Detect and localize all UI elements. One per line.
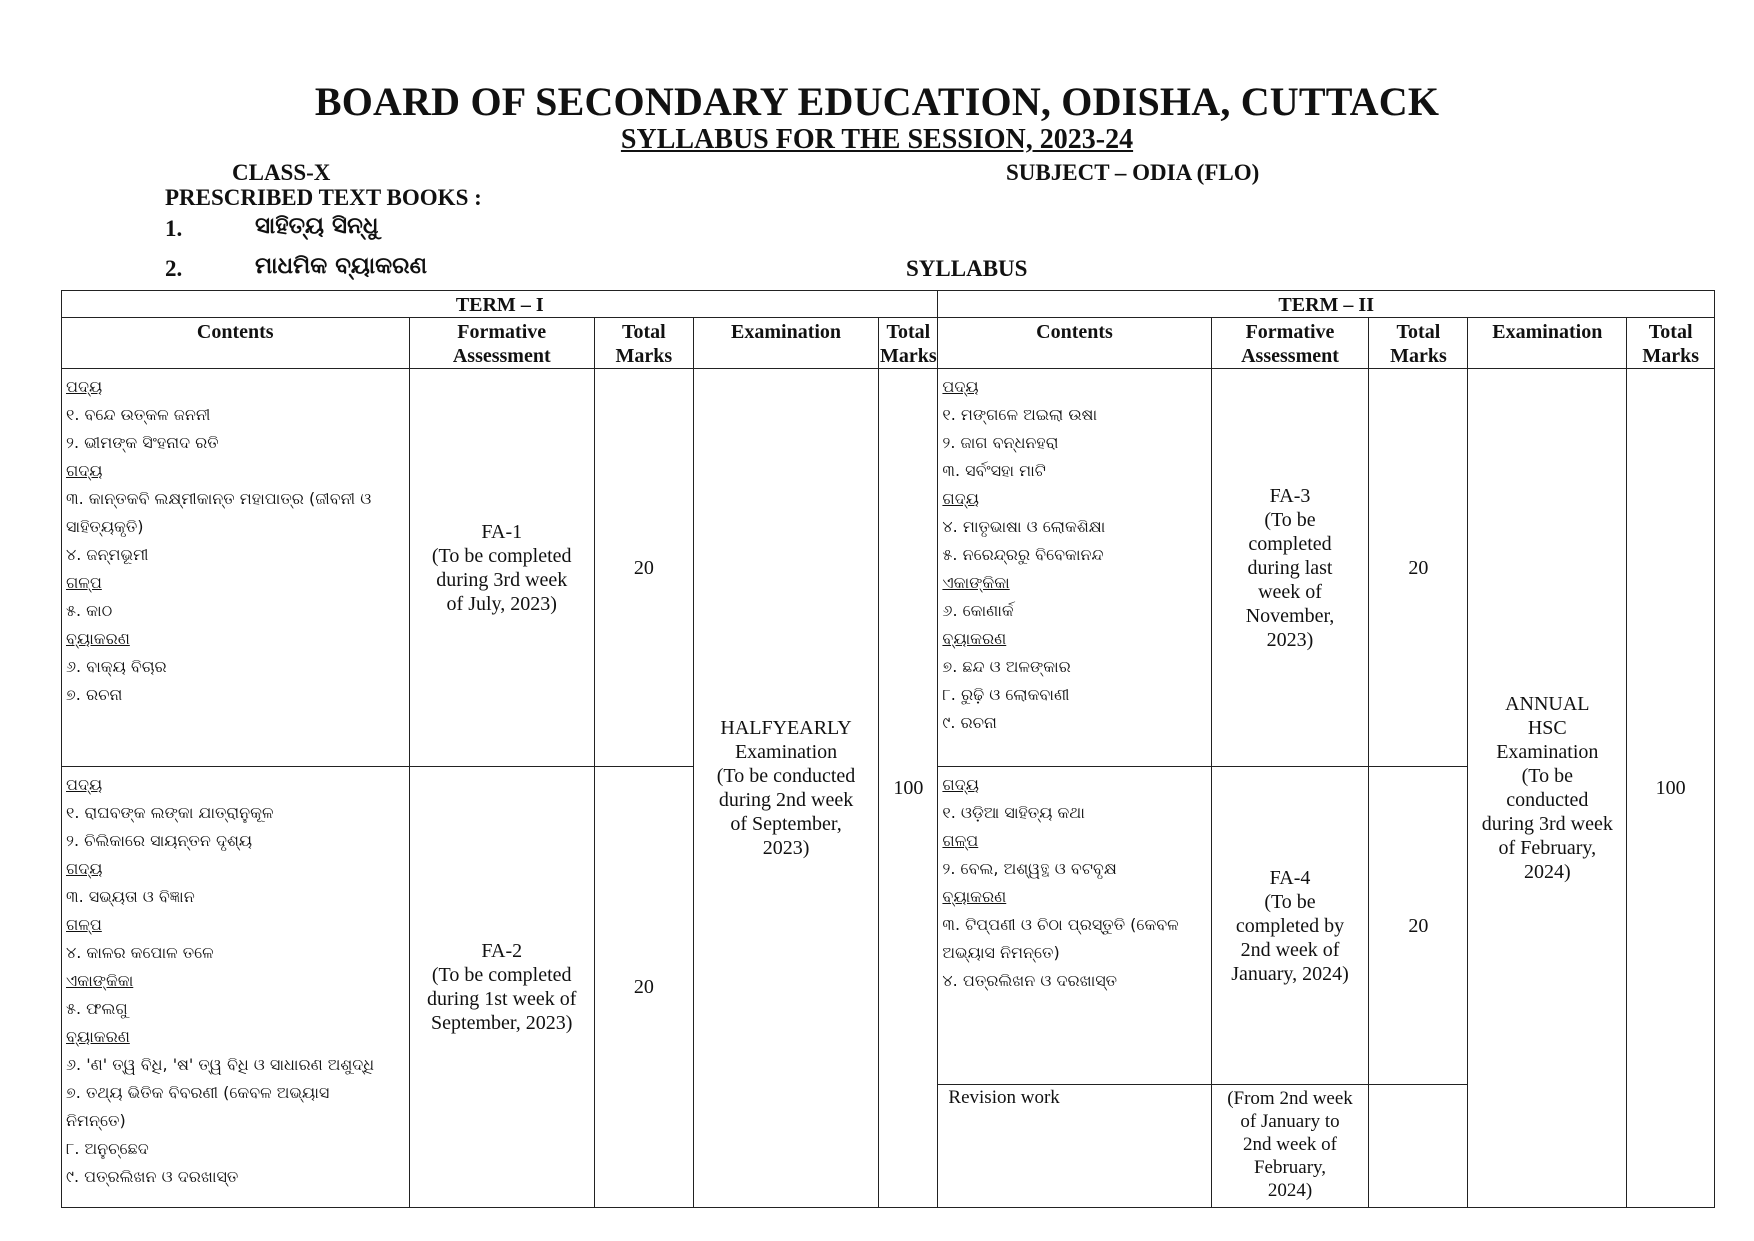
- text-line: ଗଳ୍ପ: [66, 915, 102, 934]
- text-line: (To be: [1264, 890, 1316, 913]
- fa1-cell: [409, 369, 594, 767]
- annual-exam-cell: [1468, 369, 1627, 1208]
- text-line: ସାହିତ୍ୟକୃତି): [66, 517, 144, 536]
- text-line: ୪. ପତ୍ରଲିଖନ ଓ ଦରଖାସ୍ତ: [942, 971, 1118, 990]
- fa3-marks: 20: [1369, 369, 1468, 767]
- session-subtitle: SYLLABUS FOR THE SESSION, 2023-24: [620, 124, 1134, 155]
- text-line: 2023): [1266, 628, 1314, 651]
- col-line: Total: [1648, 321, 1693, 343]
- text-line: ନିମନ୍ତେ): [66, 1111, 126, 1130]
- text-line: ANNUAL: [1505, 693, 1590, 715]
- text-line: ୬. 'ଣ' ତ୍ୱ ବିଧି, 'ଷ' ତ୍ୱ ବିଧି ଓ ସାଧାରଣ ଅଶୁଦ୍ଧି: [66, 1055, 375, 1074]
- text-line: ୩. କାନ୍ତକବି ଲକ୍ଷ୍ମୀକାନ୍ତ ମହାପାତ୍ର (ଜୀବନୀ ଓ: [66, 489, 372, 508]
- syllabus-label: SYLLABUS: [906, 256, 1028, 281]
- term2-block2-contents: [938, 767, 1211, 1085]
- text-line: ଏକାଙ୍କିକା: [942, 573, 1010, 592]
- col-formative-assessment: [1211, 318, 1369, 369]
- text-line: ବ୍ୟାକରଣ: [942, 887, 1007, 906]
- col-formative-assessment: [409, 318, 594, 369]
- book-number: 1.: [165, 216, 183, 241]
- text-line: ଅଭ୍ୟାସ ନିମନ୍ତେ): [942, 943, 1060, 962]
- subject-label: SUBJECT – ODIA (FLO): [1006, 160, 1260, 185]
- col-line: Total: [1396, 321, 1441, 343]
- col-total-marks: [1369, 318, 1468, 369]
- text-line: ବ୍ୟାକରଣ: [66, 629, 130, 648]
- col-line: Total: [886, 321, 931, 343]
- term-1-header: TERM – I: [62, 291, 938, 318]
- col-contents: Contents: [62, 318, 410, 369]
- text-line: during last: [1247, 556, 1333, 579]
- text-line: ୧. ମଙ୍ଗଳେ ଅଇଲା ଉଷା: [942, 405, 1098, 424]
- text-line: 2023): [762, 837, 810, 859]
- text-line: February,: [1253, 1157, 1327, 1178]
- text-line: (To be completed: [431, 544, 572, 567]
- text-line: ୫. ଫଲଗୁ: [66, 999, 128, 1018]
- text-line: (To be conducted: [716, 765, 856, 787]
- text-line: week of: [1258, 580, 1322, 603]
- text-line: FA-1: [481, 520, 523, 543]
- revision-work-label: Revision work: [938, 1085, 1211, 1208]
- fa4-marks: 20: [1369, 767, 1468, 1085]
- term2-block1-contents: [938, 369, 1211, 767]
- fa1-marks: 20: [594, 369, 693, 767]
- text-line: ୧. ଓଡ଼ିଆ ସାହିତ୍ୟ କଥା: [942, 803, 1085, 822]
- text-line: ୭. ଛନ୍ଦ ଓ ଅଳଙ୍କାର: [942, 657, 1071, 676]
- text-line: 2024): [1267, 1180, 1313, 1201]
- text-line: 2nd week of: [1240, 938, 1340, 961]
- text-line: (To be: [1264, 508, 1316, 531]
- text-line: ଗଳ୍ପ: [942, 831, 979, 850]
- text-line: FA-2: [481, 940, 523, 962]
- col-contents: Contents: [938, 318, 1211, 369]
- text-line: ୫. କାଠ: [66, 601, 113, 620]
- col-line: Total: [622, 321, 666, 343]
- fa2-cell: [409, 767, 594, 1208]
- col-line: Marks: [1390, 345, 1447, 367]
- col-total-marks: [1627, 318, 1715, 369]
- text-line: ପଦ୍ୟ: [942, 377, 979, 396]
- text-line: ୪. ଜନ୍ମଭୂମୀ: [66, 545, 149, 564]
- fa3-cell: [1211, 369, 1369, 767]
- halfyearly-exam-cell: [693, 369, 878, 1208]
- col-total-marks: [594, 318, 693, 369]
- text-line: ୫. ନରେନ୍ଦ୍ରରୁ ବିବେକାନନ୍ଦ: [942, 545, 1104, 564]
- text-line: ଗଦ୍ୟ: [942, 489, 979, 508]
- board-title: BOARD OF SECONDARY EDUCATION, ODISHA, CUTTACK: [314, 79, 1440, 124]
- col-line: Marks: [880, 345, 937, 367]
- col-examination: Examination: [1468, 318, 1627, 369]
- text-line: ୪. କାଳର କପୋଳ ତଳେ: [66, 943, 214, 962]
- col-line: Marks: [615, 345, 673, 367]
- text-line: FA-3: [1269, 484, 1311, 507]
- text-line: Examination: [734, 741, 838, 763]
- text-line: ବ୍ୟାକରଣ: [942, 629, 1007, 648]
- text-line: ୮. ରୁଢ଼ି ଓ ଲୋକବାଣୀ: [942, 685, 1070, 704]
- revision-time-cell: [1211, 1085, 1369, 1208]
- text-line: (To be completed: [431, 964, 572, 986]
- col-line: Formative: [457, 321, 547, 343]
- text-line: during 3rd week: [436, 568, 568, 591]
- col-total-marks: [879, 318, 938, 369]
- class-label: CLASS-X: [232, 160, 331, 185]
- col-examination: Examination: [693, 318, 878, 369]
- text-line: ୭. ରଚନା: [66, 685, 123, 704]
- text-line: during 1st week of: [427, 988, 577, 1010]
- col-line: Assessment: [452, 345, 551, 367]
- term2-total-marks: 100: [1627, 369, 1715, 1208]
- text-line: of January to: [1240, 1111, 1340, 1132]
- text-line: completed by: [1235, 914, 1345, 937]
- text-line: during 3rd week: [1481, 813, 1613, 835]
- text-line: 2nd week of: [1243, 1134, 1337, 1155]
- book-name: ମାଧମିକ ବ୍ୟାକରଣ: [255, 253, 427, 279]
- text-line: ୮. ଅନୁଚ୍ଛେଦ: [66, 1139, 149, 1158]
- text-line: ପଦ୍ୟ: [66, 775, 103, 794]
- text-line: (From 2nd week: [1227, 1088, 1353, 1109]
- book-name: ସାହିତ୍ୟ ସିନ୍ଧୁ: [255, 213, 379, 239]
- text-line: of February,: [1498, 837, 1597, 859]
- text-line: ୬. ବାକ୍ୟ ବିଚାର: [66, 657, 167, 676]
- text-line: ୨. ଭୀମଙ୍କ ସିଂହନାଦ ରତି: [66, 433, 219, 452]
- text-line: ଗଳ୍ପ: [66, 573, 102, 592]
- text-line: ୯. ପତ୍ରଲିଖନ ଓ ଦରଖାସ୍ତ: [66, 1167, 239, 1186]
- text-line: (To be: [1521, 765, 1573, 787]
- text-line: ୪. ମାତୃଭାଷା ଓ ଲୋକଶିକ୍ଷା: [942, 517, 1106, 536]
- text-line: January, 2024): [1231, 962, 1349, 985]
- term1-total-marks: 100: [879, 369, 938, 1208]
- term-2-header: TERM – II: [938, 291, 1715, 318]
- revision-marks-cell: [1369, 1085, 1468, 1208]
- text-line: ବ୍ୟାକରଣ: [66, 1027, 130, 1046]
- book-number: 2.: [165, 256, 183, 281]
- syllabus-table: [61, 290, 1715, 1208]
- text-line: 2024): [1523, 861, 1571, 883]
- text-line: Examination: [1496, 741, 1599, 763]
- text-line: ୩. ଟିପ୍ପଣୀ ଓ ଚିଠା ପ୍ରସ୍ତୁତି (କେବଳ: [942, 915, 1179, 934]
- text-line: ୧. ରାଘବଙ୍କ ଲଙ୍କା ଯାତ୍ରାନୁକୂଳ: [66, 803, 274, 822]
- text-line: ୧. ବନ୍ଦେ ଉତ୍କଳ ଜନନୀ: [66, 405, 211, 424]
- text-line: HALFYEARLY: [720, 717, 852, 739]
- prescribed-books-label: PRESCRIBED TEXT BOOKS :: [165, 185, 482, 210]
- text-line: FA-4: [1269, 866, 1311, 889]
- text-line: HSC: [1527, 717, 1567, 739]
- text-line: ଗଦ୍ୟ: [66, 461, 103, 480]
- text-line: ୩. ସର୍ବଂସହା ମାଟି: [942, 461, 1046, 480]
- text-line: of September,: [730, 813, 842, 835]
- term1-block1-contents: [62, 369, 410, 767]
- col-line: Marks: [1642, 345, 1699, 367]
- text-line: ୯. ରଚନା: [942, 713, 997, 732]
- text-line: ୭. ତଥ୍ୟ ଭିତିକ ବିବରଣୀ (କେବଳ ଅଭ୍ୟାସ: [66, 1083, 330, 1102]
- text-line: during 2nd week: [718, 789, 854, 811]
- col-line: Formative: [1245, 321, 1335, 343]
- text-line: ଗଦ୍ୟ: [66, 859, 103, 878]
- text-line: ୩. ସଭ୍ୟତା ଓ ବିଜ୍ଞାନ: [66, 887, 195, 906]
- text-line: ପଦ୍ୟ: [66, 377, 103, 396]
- fa2-marks: 20: [594, 767, 693, 1208]
- text-line: ୬. କୋଣାର୍କ: [942, 601, 1014, 620]
- col-line: Assessment: [1241, 345, 1339, 367]
- text-line: of July, 2023): [446, 592, 557, 615]
- text-line: completed: [1248, 532, 1332, 555]
- term1-block2-contents: [62, 767, 410, 1208]
- text-line: ୨. ଚିଲିକାରେ ସାୟନ୍ତନ ଦୃଶ୍ୟ: [66, 831, 253, 850]
- text-line: ଏକାଙ୍କିକା: [66, 971, 134, 990]
- text-line: conducted: [1506, 789, 1589, 811]
- text-line: ୨. ବେଲ, ଅଶ୍ୱତ୍ଥ ଓ ବଟବୃକ୍ଷ: [942, 859, 1117, 878]
- fa4-cell: [1211, 767, 1369, 1085]
- text-line: ୨. ଜାଗ ବନ୍ଧନହରା: [942, 433, 1059, 452]
- text-line: ଗଦ୍ୟ: [942, 775, 979, 794]
- text-line: November,: [1245, 604, 1335, 627]
- text-line: September, 2023): [431, 1012, 573, 1034]
